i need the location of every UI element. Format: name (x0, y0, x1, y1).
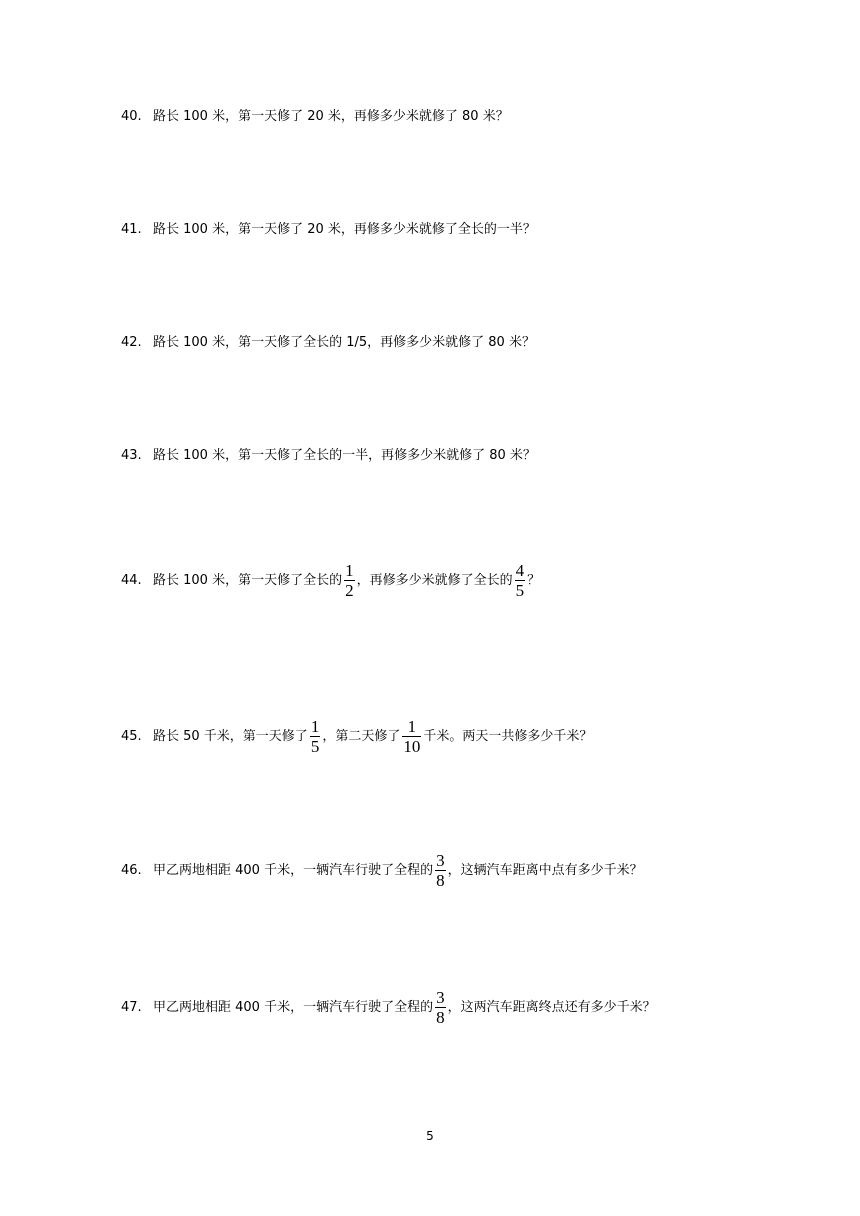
page-number: 5 (426, 1129, 434, 1143)
question-text-part: 甲乙两地相距 400 千米，一辆汽车行驶了全程的 (153, 999, 434, 1015)
question-number: 44. (121, 572, 142, 588)
question-number: 46. (121, 862, 142, 878)
question-number: 43. (121, 448, 142, 463)
fraction (310, 717, 321, 756)
question-text-part: ，再修多少米就修了全长的 (356, 572, 513, 588)
question-text-part: 甲乙两地相距 400 千米，一辆汽车行驶了全程的 (153, 862, 434, 878)
question-42 (121, 335, 535, 351)
fraction-numerator: 3 (436, 988, 445, 1007)
question-text-part: 路长 50 千米，第一天修了 (153, 728, 308, 744)
question-text-part: 路长 100 米，第一天修了全长的 (153, 572, 343, 588)
fraction-denominator: 8 (436, 1008, 445, 1027)
question-45 (121, 717, 592, 756)
question-text: 路长 100 米，第一天修了 20 米，再修多少米就修了 80 米？ (153, 109, 509, 124)
fraction-denominator: 8 (436, 871, 445, 890)
fraction-numerator: 1 (345, 561, 354, 580)
question-47 (121, 988, 656, 1027)
question-number: 42. (121, 335, 142, 350)
fraction-denominator: 5 (515, 581, 525, 600)
question-text-part: ，第二天修了 (322, 728, 401, 744)
question-text: 路长 100 米，第一天修了 20 米，再修多少米就修了全长的一半？ (153, 222, 536, 237)
question-40 (121, 109, 509, 125)
fraction (515, 561, 526, 600)
fraction-denominator: 2 (345, 581, 354, 600)
fraction (402, 717, 421, 756)
fraction-denominator: 10 (403, 737, 421, 756)
fraction-numerator: 1 (310, 717, 320, 736)
question-41 (121, 222, 536, 238)
question-text-part: ，这辆汽车距离中点有多少千米？ (447, 862, 643, 878)
fraction (435, 988, 446, 1027)
question-number: 40. (121, 109, 142, 124)
question-number: 45. (121, 728, 142, 744)
question-44 (121, 561, 540, 600)
question-number: 41. (121, 222, 142, 237)
question-text: 路长 100 米，第一天修了全长的 1/5，再修多少米就修了 80 米？ (153, 335, 535, 350)
question-text-part: ？ (527, 572, 541, 588)
fraction-numerator: 4 (515, 561, 525, 580)
question-46 (121, 851, 643, 890)
fraction-numerator: 3 (436, 851, 445, 870)
fraction (344, 561, 355, 600)
fraction-denominator: 5 (310, 737, 320, 756)
question-number: 47. (121, 999, 142, 1015)
question-text: 路长 100 米，第一天修了全长的一半，再修多少米就修了 80 米？ (153, 448, 536, 463)
question-43 (121, 448, 536, 464)
fraction-numerator: 1 (407, 717, 417, 736)
question-text-part: ，这两汽车距离终点还有多少千米？ (447, 999, 656, 1015)
fraction (435, 851, 446, 890)
question-text-part: 千米。两天一共修多少千米？ (423, 728, 593, 744)
